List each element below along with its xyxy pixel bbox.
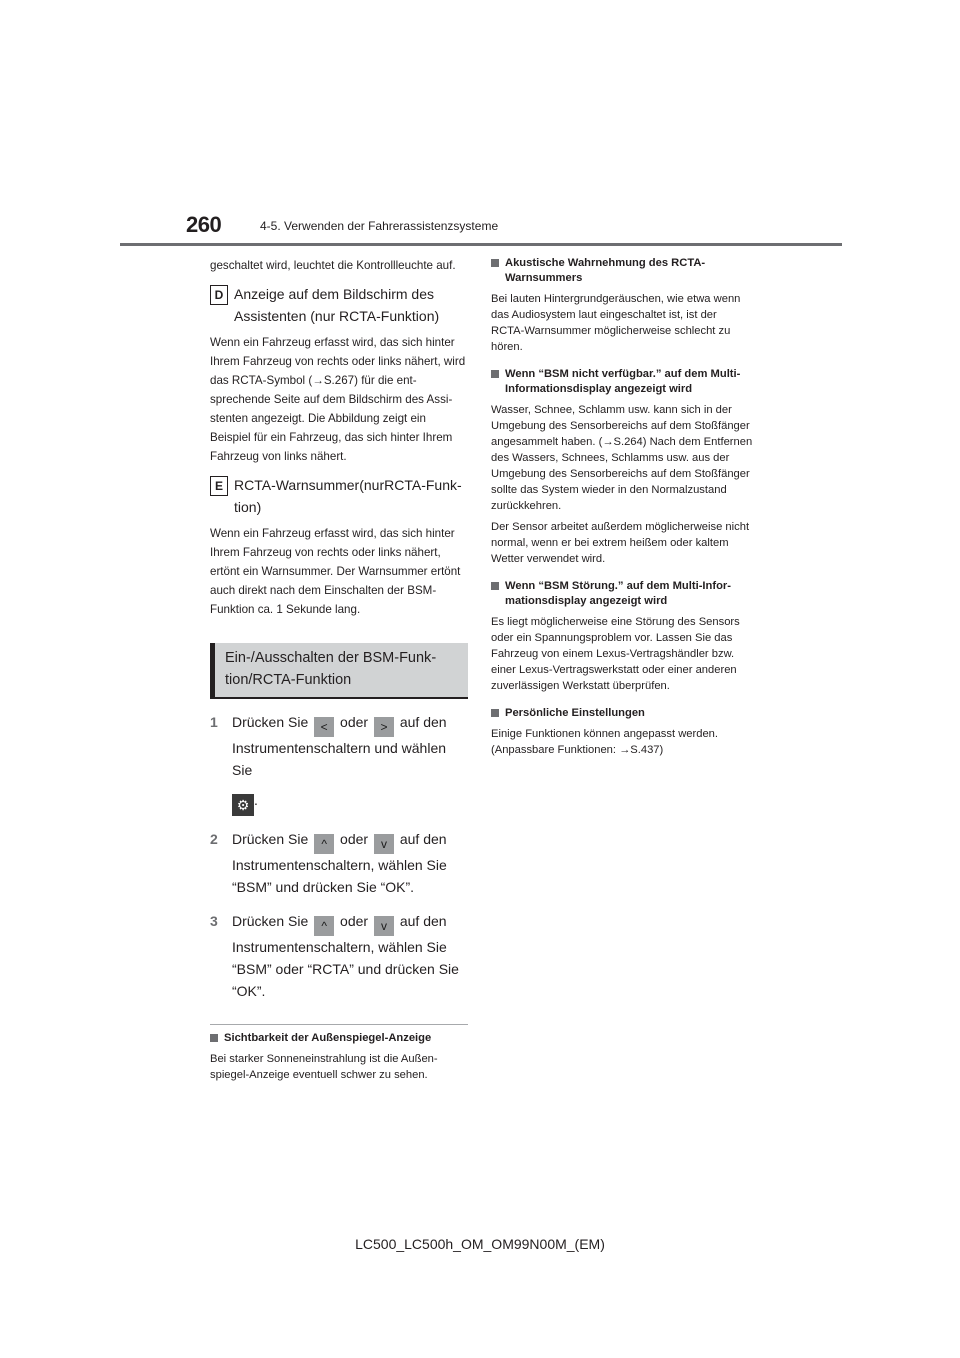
arrow-icon: →	[312, 374, 324, 387]
right-arrow-button-icon: >	[374, 717, 394, 737]
note-text: Es liegt möglicherweise eine Störung des Sensors oder ein Spannungsproblem vor. Lassen Sie das Fahrzeug von einem Lexus-Vertragshändler bzw. einer Lexus-Vertragswerkstatt oder einer anderen zuverlässigen Werkstatt überprüfen.	[491, 616, 740, 692]
down-arrow-button-icon: v	[374, 834, 394, 854]
section-title: Ein-/Ausschalten der BSM-Funktion/RCTA-Funktion	[210, 643, 468, 699]
note-bsm-fault	[491, 579, 753, 694]
down-arrow-button-icon: v	[374, 916, 394, 936]
step-number: 3	[210, 913, 218, 929]
note-acoustic	[491, 256, 753, 355]
note-text: Wasser, Schnee, Schlamm usw. kann sich in der Umgebung des Sensorbereichs auf dem Stoßfänger angesammelt haben. (→S.264) Nach dem Entfernen des Wassers, Schnees, Schlamms usw. aus der Umgebung des Sensorbereichs auf dem Stoßfänger sollte das System wieder in den Normalzustand zurückkehren.	[491, 404, 753, 512]
right-column	[491, 256, 753, 758]
note-text: Bei starker Sonneneinstrahlung ist die Außenspiegel-Anzeige eventuell schwer zu sehen.	[210, 1053, 438, 1081]
item-d-text: Wenn ein Fahrzeug erfasst wird, das sich hinter Ihrem Fahrzeug von rechts oder links nähert, wird das RCTA-Symbol (→S.267) für die entsprechende Seite auf dem Bildschirm des Assistenten angezeigt. Die Abbildung zeigt ein Beispiel für ein Fahrzeug, das sich hinter Ihrem Fahrzeug von links nähert.	[210, 336, 466, 463]
left-column	[210, 256, 468, 1083]
step-1: 1 Drücken Sie < oder > auf den Instrumentenschaltern und wählen Sie ⚙ .	[210, 711, 468, 816]
note-heading: Akustische Wahrnehmung des RCTA-Warnsummers	[491, 256, 753, 286]
square-bullet-icon	[491, 259, 499, 267]
up-arrow-button-icon: ^	[314, 916, 334, 936]
square-bullet-icon	[491, 709, 499, 717]
divider	[210, 1024, 468, 1025]
step-2: 2 Drücken Sie ^ oder v auf den Instrumentenschaltern, wählen Sie “BSM” und drücken Sie “OK”.	[210, 828, 468, 898]
document-code-footer: LC500_LC500h_OM_OM99N00M_(EM)	[355, 1236, 605, 1252]
note-text: Einige Funktionen können angepasst werden. (Anpassbare Funktionen: →S.437)	[491, 728, 719, 756]
square-bullet-icon	[491, 370, 499, 378]
item-d-title: Anzeige auf dem Bildschirm des Assistenten (nur RCTA-Funktion)	[234, 286, 440, 324]
item-d-heading	[210, 283, 468, 327]
square-bullet-icon	[491, 582, 499, 590]
header-rule	[120, 243, 842, 246]
item-e-heading	[210, 474, 468, 518]
page-ref[interactable]: S.267	[323, 374, 355, 387]
note-heading: Persönliche Einstellungen	[491, 706, 753, 721]
item-d-badge: D	[210, 285, 228, 305]
square-bullet-icon	[210, 1034, 218, 1042]
step-number: 2	[210, 831, 218, 847]
page-number: 260	[186, 212, 222, 237]
intro-text: geschaltet wird, leuchtet die Kontrollleuchte auf.	[210, 259, 456, 272]
note-text: Bei lauten Hintergrundgeräuschen, wie etwa wenn das Audiosystem laut eingeschaltet ist, ist der RCTA-Warnsummer möglicherweise schlecht zu hören.	[491, 293, 741, 353]
note-heading: Sichtbarkeit der Außenspiegel-Anzeige	[210, 1031, 468, 1046]
note-heading: Wenn “BSM nicht verfügbar.” auf dem Multi-Informationsdisplay angezeigt wird	[491, 367, 753, 397]
note-personal-settings	[491, 706, 753, 758]
item-e-title: RCTA-Warnsummer(nurRCTA-Funktion)	[234, 477, 462, 515]
up-arrow-button-icon: ^	[314, 834, 334, 854]
step-number: 1	[210, 714, 218, 730]
settings-gear-icon: ⚙	[232, 794, 254, 816]
note-heading: Wenn “BSM Störung.” auf dem Multi-Informationsdisplay angezeigt wird	[491, 579, 753, 609]
left-arrow-button-icon: <	[314, 717, 334, 737]
note-bsm-unavailable	[491, 367, 753, 567]
item-e-badge: E	[210, 476, 228, 496]
chapter-title: 4-5. Verwenden der Fahrerassistenzsysteme	[260, 219, 499, 233]
note-text: Der Sensor arbeitet außerdem möglicherweise nicht normal, wenn er bei extrem heißem oder kaltem Wetter verwendet wird.	[491, 521, 750, 565]
step-3: 3 Drücken Sie ^ oder v auf den Instrumentenschaltern, wählen Sie “BSM” oder “RCTA” und drücken Sie “OK”.	[210, 910, 468, 1002]
item-e-text: Wenn ein Fahrzeug erfasst wird, das sich hinter Ihrem Fahrzeug von rechts oder links nähert, ertönt ein Warnsummer. Der Warnsummer ertönt auch direkt nach dem Einschalten der BSM-Funktion ca. 1 Sekunde lang.	[210, 527, 461, 616]
